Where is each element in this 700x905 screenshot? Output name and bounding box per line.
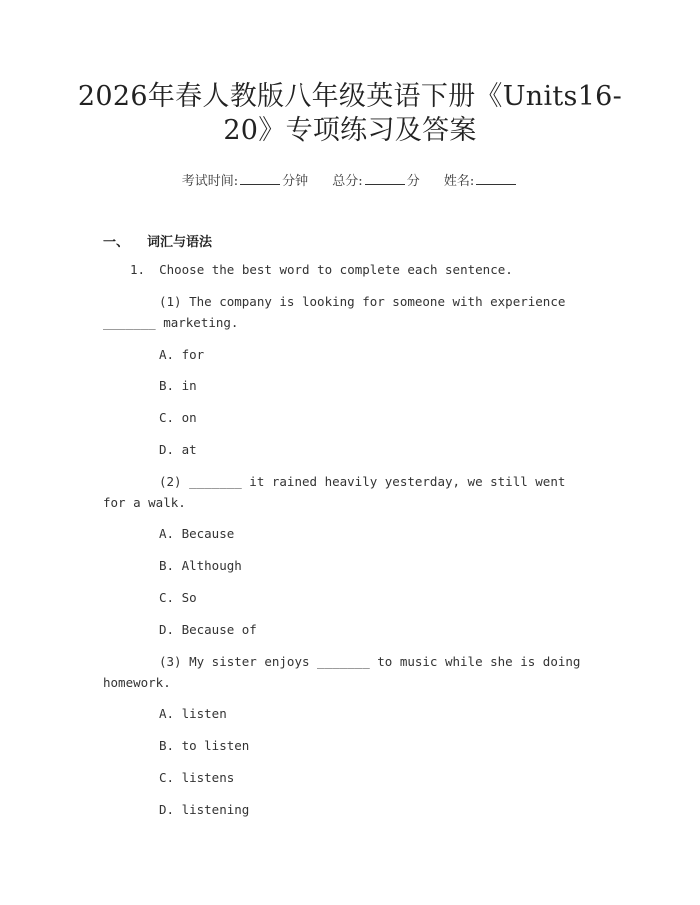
total-score-unit: 分 (406, 174, 420, 189)
item-2-option-a: A. Because (159, 526, 235, 541)
item-1-option-d: D. at (159, 442, 197, 457)
student-name (444, 174, 518, 189)
student-name-blank (476, 172, 516, 185)
exam-time-unit: 分钟 (282, 174, 309, 189)
question-instruction: Choose the best word to complete each sentence. (159, 262, 513, 277)
item-1-option-a: A. for (159, 347, 205, 362)
total-score-blank (365, 172, 405, 185)
title-line-2: 20》专项练习及答案 (223, 115, 477, 146)
item-1-stem-text: (1) The company is looking for someone with experience _______ marketing. (103, 294, 566, 330)
student-name-label: 姓名: (443, 174, 475, 189)
item-3-option-b: B. to listen (159, 738, 250, 753)
item-3-option-a: A. listen (159, 706, 227, 721)
item-3-stem-text: (3) My sister enjoys _______ to music while she is doing homework. (103, 654, 581, 690)
item-1-stem (103, 291, 593, 333)
section-number: 一、 (103, 235, 130, 250)
item-1-option-b: B. in (159, 378, 197, 393)
exam-time-blank (240, 172, 280, 185)
question-1 (130, 262, 513, 277)
section-heading (103, 231, 212, 250)
section-title: 词汇与语法 (147, 235, 213, 250)
exam-time-label: 考试时间: (181, 174, 239, 189)
item-1-option-c: C. on (159, 410, 197, 425)
page-title (60, 80, 640, 148)
exam-time (182, 174, 313, 189)
total-score-label: 总分: (332, 174, 363, 189)
item-3-stem (103, 651, 593, 693)
item-3-option-d: D. listening (159, 802, 250, 817)
item-3-option-c: C. listens (159, 770, 235, 785)
item-2-option-c: C. So (159, 590, 197, 605)
item-2-stem (103, 471, 593, 513)
item-2-option-d: D. Because of (159, 622, 257, 637)
exam-info (0, 170, 700, 189)
question-number: 1. (130, 262, 146, 277)
item-2-option-b: B. Although (159, 558, 242, 573)
total-score (332, 174, 424, 189)
item-2-stem-text: (2) _______ it rained heavily yesterday, we still went for a walk. (103, 474, 566, 510)
title-line-1: 2026年春人教版八年级英语下册《Units16- (77, 81, 623, 112)
